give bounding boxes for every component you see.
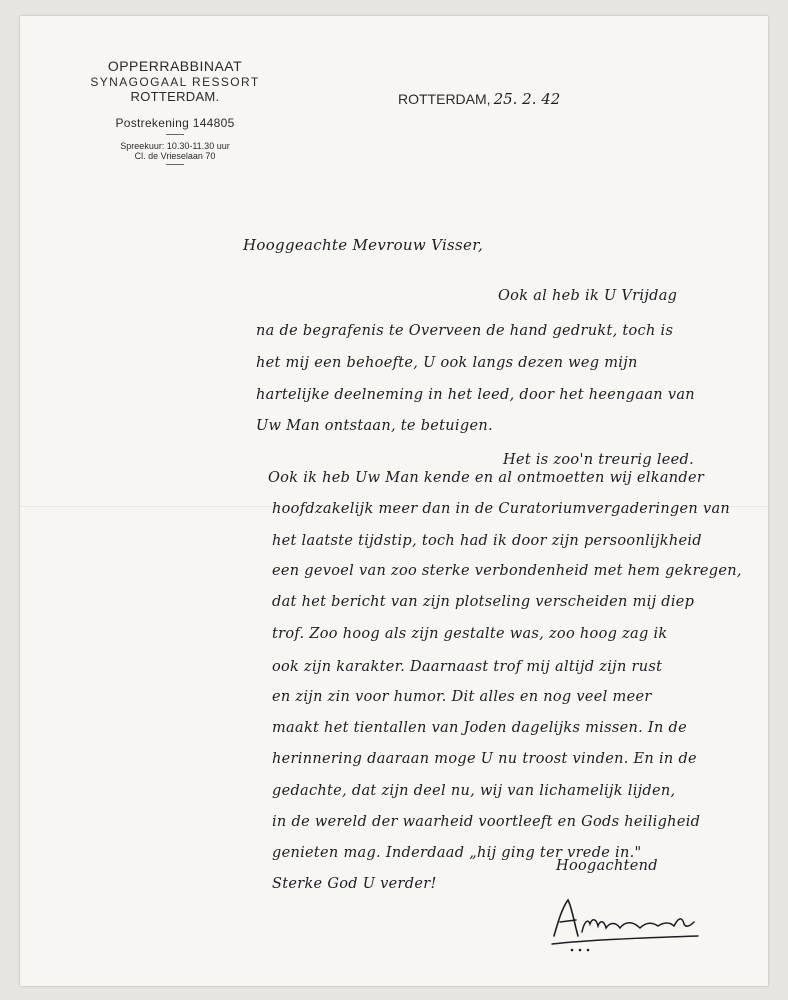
letterhead (80, 58, 270, 165)
body-line: gedachte, dat zijn deel nu, wij van lichamelijk lijden, (272, 783, 676, 799)
body-line: maakt het tientallen van Joden dagelijks missen. In de (272, 720, 687, 736)
body-line: Het is zoo'n treurig leed. (503, 452, 695, 468)
dateline-city: ROTTERDAM, (398, 91, 491, 107)
body-line: Ook al heb ik U Vrijdag (498, 288, 678, 304)
salutation: Hooggeachte Mevrouw Visser, (243, 236, 484, 254)
body-line: genieten mag. Inderdaad „hij ging ter vrede in." (272, 845, 642, 861)
letterhead-rule-bottom (166, 164, 184, 165)
closing: Hoogachtend (556, 858, 658, 874)
body-line: hartelijke deelneming in het leed, door het heengaan van (256, 387, 695, 403)
body-line: een gevoel van zoo sterke verbondenheid met hem gekregen, (272, 563, 742, 579)
body-line: in de wereld der waarheid voortleeft en Gods heiligheid (272, 814, 701, 830)
letterhead-city: ROTTERDAM. (130, 89, 220, 104)
body-line: Ook ik heb Uw Man kende en al ontmoetten wij elkander (268, 470, 705, 486)
body-line: trof. Zoo hoog als zijn gestalte was, zoo hoog zag ik (272, 626, 668, 642)
body-line: herinnering daaraan moge U nu troost vinden. En in de (272, 751, 697, 767)
letterhead-address: Cl. de Vrieselaan 70 (134, 151, 216, 161)
body-line: het laatste tijdstip, toch had ik door zijn persoonlijkheid (272, 533, 702, 549)
body-line: Sterke God U verder! (272, 876, 437, 892)
body-line: dat het bericht van zijn plotseling verscheiden mij diep (272, 594, 695, 610)
signature-image (548, 892, 718, 952)
letterhead-org: OPPERRABBINAAT (107, 58, 243, 74)
body-line: hoofdzakelijk meer dan in de Curatoriumvergaderingen van (272, 501, 731, 517)
dateline-date: 25. 2. 42 (493, 90, 561, 108)
body-line: ook zijn karakter. Daarnaast trof mij altijd zijn rust (272, 659, 663, 675)
body-line: en zijn zin voor humor. Dit alles en nog veel meer (272, 689, 652, 705)
letterhead-spreekuur: Spreekuur: 10.30-11.30 uur (120, 141, 230, 151)
body-line: Uw Man ontstaan, te betuigen. (256, 418, 493, 434)
body-line: na de begrafenis te Overveen de hand gedrukt, toch is (256, 323, 674, 339)
letterhead-postrekening: Postrekening 144805 (115, 116, 235, 130)
body-line: het mij een behoefte, U ook langs dezen weg mijn (256, 355, 638, 371)
letterhead-dept: SYNAGOGAAL RESSORT (90, 75, 260, 89)
letterhead-rule (166, 134, 184, 135)
dateline (398, 90, 560, 108)
